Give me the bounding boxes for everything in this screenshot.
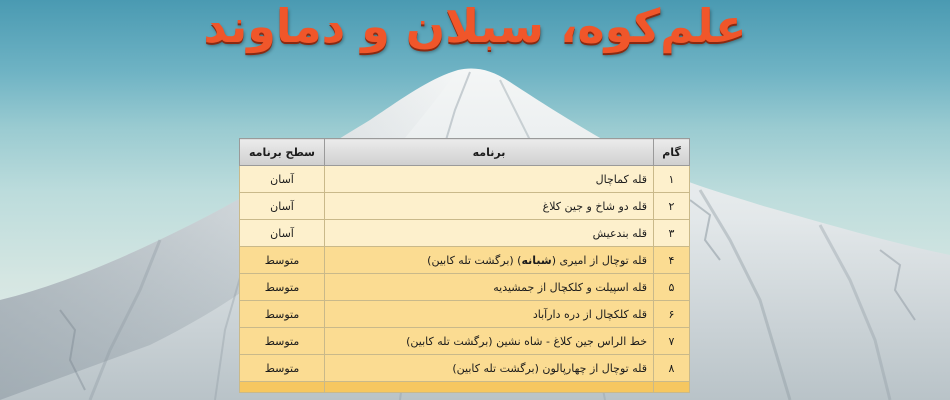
table-header-row (240, 139, 690, 166)
row-level: متوسط (240, 355, 325, 382)
row-step: ۵ (654, 274, 690, 301)
row-program: قله کماچال (325, 166, 654, 193)
header-program: برنامه (325, 139, 654, 166)
row-step: ۴ (654, 247, 690, 274)
row-program (325, 382, 654, 393)
row-program: خط الراس جین کلاغ - شاه نشین (برگشت تله کابین) (325, 328, 654, 355)
table-row (240, 274, 690, 301)
row-program: قله اسپیلت و کلکچال از جمشیدیه (325, 274, 654, 301)
table-row (240, 220, 690, 247)
row-level: متوسط (240, 274, 325, 301)
row-level: متوسط (240, 247, 325, 274)
table-row-partial (240, 382, 690, 393)
row-program: قله توچال از چهارپالون (برگشت تله کابین) (325, 355, 654, 382)
page-title: علم‌کوه، سبلان و دماوند (203, 0, 747, 53)
table-row (240, 328, 690, 355)
row-level: آسان (240, 193, 325, 220)
program-table-container (239, 138, 689, 393)
table-row (240, 355, 690, 382)
row-step (654, 382, 690, 393)
table-row (240, 301, 690, 328)
row-program: قله کلکچال از دره دارآباد (325, 301, 654, 328)
row-step: ۱ (654, 166, 690, 193)
table-row (240, 247, 690, 274)
row-step: ۲ (654, 193, 690, 220)
row-program-part: قله توچال از امیری ( (551, 253, 647, 267)
header-step: گام (654, 139, 690, 166)
row-level: آسان (240, 220, 325, 247)
table-row (240, 193, 690, 220)
row-program (325, 247, 654, 274)
row-program: قله بندعیش (325, 220, 654, 247)
row-step: ۸ (654, 355, 690, 382)
header-level: سطح برنامه (240, 139, 325, 166)
row-program-part: ) (برگشت تله کابین) (427, 253, 522, 267)
row-level: متوسط (240, 328, 325, 355)
table-row (240, 166, 690, 193)
row-step: ۷ (654, 328, 690, 355)
row-program-bold: شبانه (521, 253, 552, 267)
row-step: ۶ (654, 301, 690, 328)
row-step: ۳ (654, 220, 690, 247)
row-program: قله دو شاخ و جین کلاغ (325, 193, 654, 220)
row-level (240, 382, 325, 393)
program-table (239, 138, 690, 393)
row-level: متوسط (240, 301, 325, 328)
row-level: آسان (240, 166, 325, 193)
